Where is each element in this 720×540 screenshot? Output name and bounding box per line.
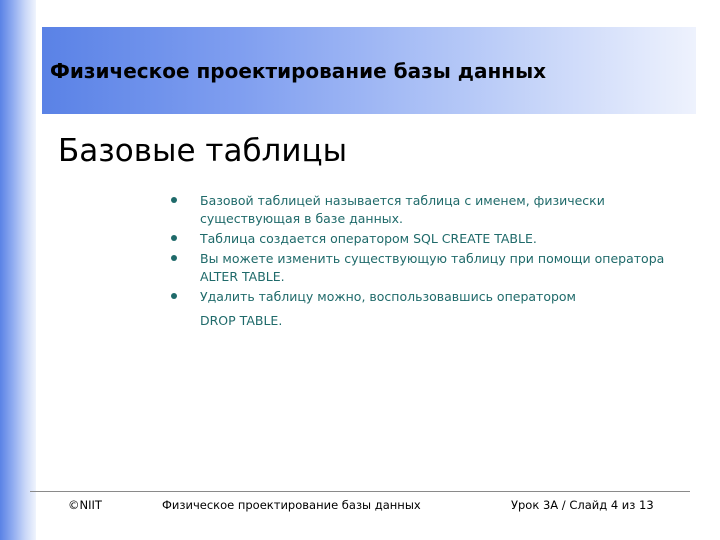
- bullet-item: [168, 230, 668, 248]
- bullet-text: Вы можете изменить существующую таблицу при помощи оператора ALTER TABLE.: [200, 251, 665, 284]
- bullet-item: [168, 288, 668, 330]
- footer-page-number: Урок 3A / Слайд 4 из 13: [511, 498, 654, 512]
- bullet-dot-icon: [171, 197, 177, 203]
- bullet-text: Базовой таблицей называется таблица с именем, физически существующая в базе данных.: [200, 193, 605, 226]
- bullet-dot-icon: [171, 255, 177, 261]
- header-title: Физическое проектирование базы данных: [50, 59, 547, 83]
- bullet-dot-icon: [171, 293, 177, 299]
- bullet-text: Таблица создается оператором SQL CREATE TABLE.: [200, 231, 537, 246]
- slide-heading: Базовые таблицы: [58, 133, 348, 169]
- left-gradient-bar: [0, 0, 36, 540]
- bullet-item: [168, 192, 668, 228]
- footer-divider: [30, 491, 690, 492]
- bullet-continuation: DROP TABLE.: [200, 313, 283, 328]
- footer-copyright: ©NIIT: [68, 498, 102, 512]
- footer-course-title: Физическое проектирование базы данных: [162, 498, 421, 512]
- bullet-item: [168, 250, 668, 286]
- bullet-dot-icon: [171, 235, 177, 241]
- bullet-text: Удалить таблицу можно, воспользовавшись оператором: [200, 289, 576, 304]
- bullet-list: [168, 192, 668, 332]
